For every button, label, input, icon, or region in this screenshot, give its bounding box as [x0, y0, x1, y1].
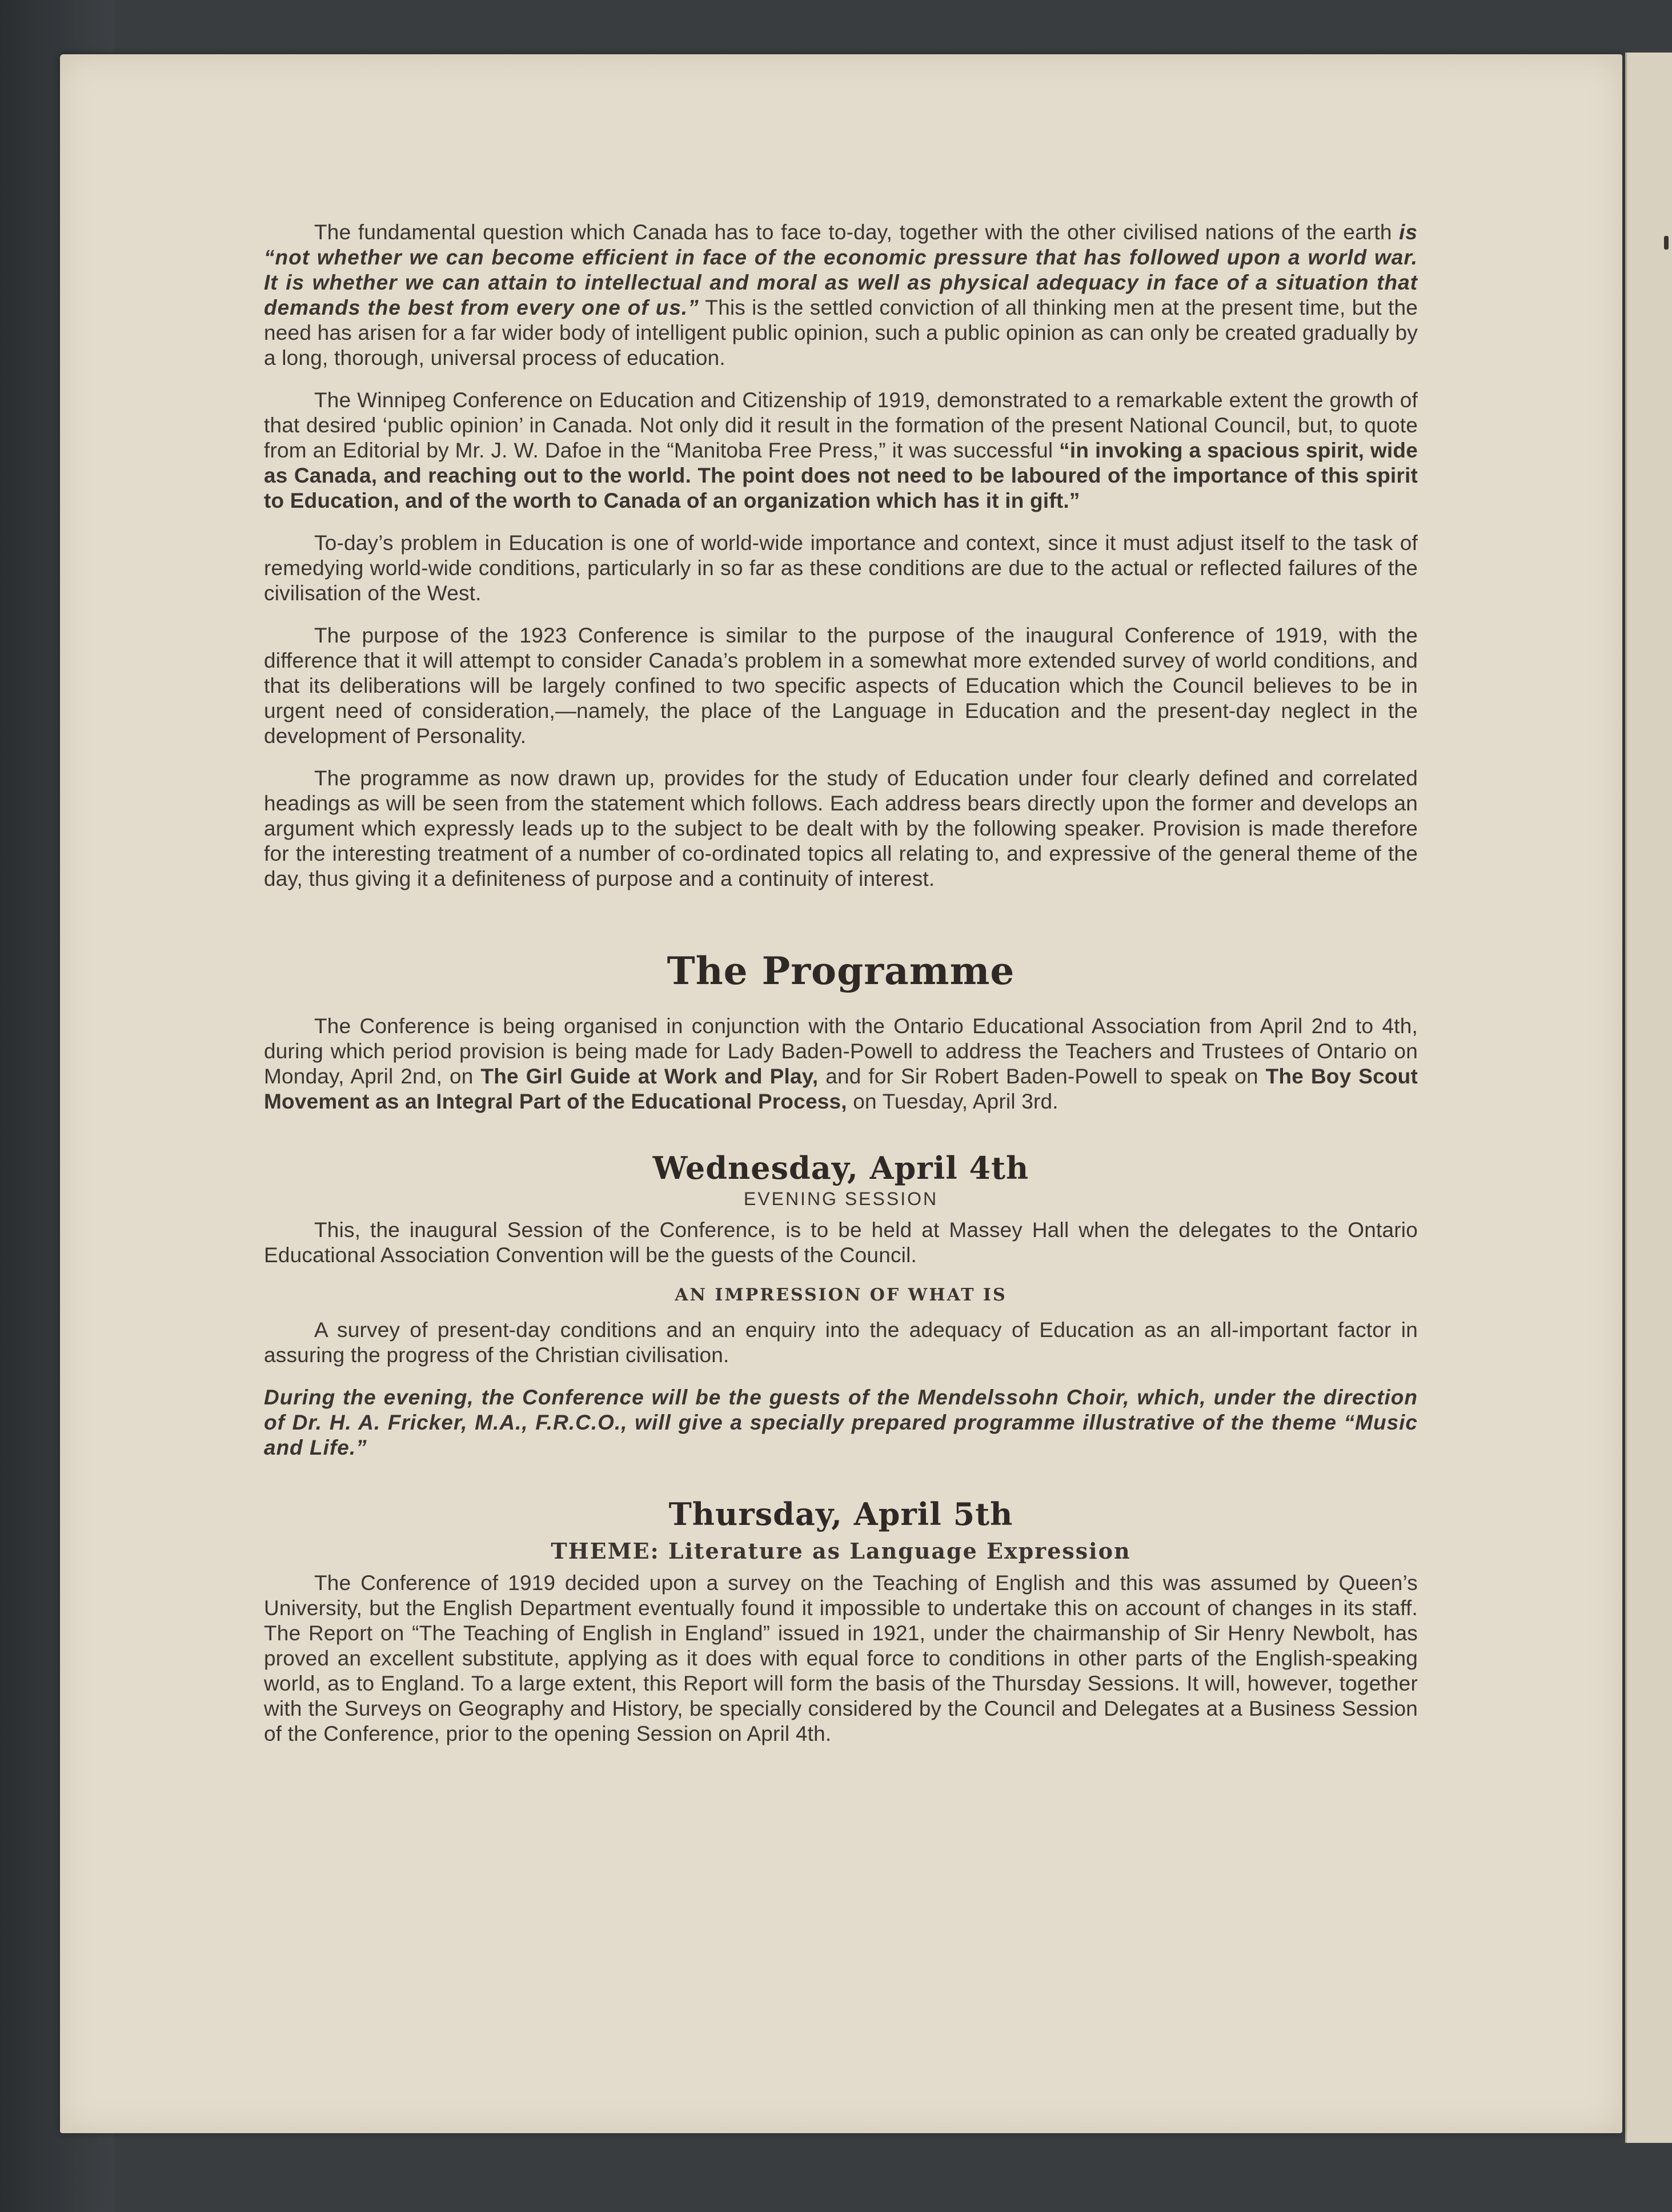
page-mark — [1664, 236, 1669, 250]
programme-boy-scout-title: The Boy Scout Movement as an Integral Part of the Educational Process, — [264, 1065, 1418, 1113]
programme-heading: The Programme — [667, 949, 1015, 993]
wednesday-session-label: EVENING SESSION — [743, 1189, 939, 1209]
thursday-paragraph: The Conference of 1919 decided upon a survey on the Teaching of English and this was assumed by Queen’s University, but the English Department eventually found it impossible to undertake this on account of changes in its staff. The Report on “The Teaching of English in England” issued in 1921, under the chairmanship of Sir Henry Newbolt, has proved an excellent substitute, applying as it does with equal force to conditions in other parts of the English-speaking world, as to England. To a large extent, this Report will form the basis of the Thursday Sessions. It will, however, together with the Surveys on Geography and History, be specially considered by the Council and Delegates at a Business Session of the Conference, prior to the opening Session on April 4th. — [264, 1571, 1418, 1745]
wednesday-choir-note: During the evening, the Conference will be the guests of the Mendelssohn Choir, which, under the direction of Dr. H. A. Fricker, M.A., F.R.C.O., will give a specially prepared programme illustrative of the theme “Music and Life.” — [264, 1386, 1418, 1459]
intro-paragraph-3: To-day’s problem in Education is one of world-wide importance and context, since it must adjust itself to the task of remedying world-wide conditions, particularly in so far as these conditions are due to the actual or reflected failures of the civilisation of the West. — [264, 531, 1418, 605]
thursday-heading: Thursday, April 5th — [668, 1496, 1013, 1532]
intro-paragraph-5: The programme as now drawn up, provides for the study of Education under four clearly defined and correlated headings as will be seen from the statement which follows. Each address bears directly upon the former and develops an argument which expressly leads up to the subject to be dealt with by the following speaker. Provision is made therefore for the interesting treatment of a number of co-ordinated topics all relating to, and expressive of the general theme of the day, thus giving it a definiteness of purpose and a continuity of interest. — [264, 766, 1418, 890]
programme-text-a: The Conference is being organised in conjunction with the Ontario Educational Association from April 2nd to 4th, during which period provision is being made for Lady Baden-Powell to address the Teachers and Trustees of Ontario on Monday, April 2nd, on — [264, 1014, 1418, 1088]
intro-p1-quote: is “not whether we can become efficient in face of the economic pressure that has followed upon a world war. It is whether we can attain to intellectual and moral as well as physical adequacy in face of a situation that demands the best from every one of us.” — [264, 220, 1418, 319]
intro-p2-text-a: The Winnipeg Conference on Education and Citizenship of 1919, demonstrated to a remarkable extent the growth of that desired ‘public opinion’ in Canada. Not only did it result in the formation of the present National Council, but, to quote from an Editorial by Mr. J. W. Dafoe in the “Manitoba Free Press,” it was successful — [264, 388, 1418, 462]
page-content — [264, 220, 1418, 1764]
intro-p1-text-a: The fundamental question which Canada has to face to-day, together with the other civilised nations of the earth — [314, 220, 1400, 244]
adjacent-page-edge — [1625, 53, 1672, 2143]
thursday-theme: THEME: Literature as Language Expression — [551, 1538, 1131, 1564]
programme-paragraph — [264, 1014, 1418, 1114]
wednesday-paragraph-1: This, the inaugural Session of the Conference, is to be held at Massey Hall when the delegates to the Ontario Educational Association Convention will be the guests of the Council. — [264, 1218, 1418, 1267]
programme-girl-guide-title: The Girl Guide at Work and Play, — [480, 1065, 819, 1088]
wednesday-heading: Wednesday, April 4th — [652, 1150, 1029, 1186]
intro-p2-quote: “in invoking a spacious spirit, wide as Canada, and reaching out to the world. The point does not need to be laboured of the importance of this spirit to Education, and of the worth to Canada of an organization which has it in gift.” — [264, 439, 1418, 512]
programme-text-c: and for Sir Robert Baden-Powell to speak on — [818, 1065, 1266, 1088]
intro-paragraph-2 — [264, 388, 1418, 513]
intro-paragraph-1 — [264, 220, 1418, 371]
intro-paragraph-4: The purpose of the 1923 Conference is similar to the purpose of the inaugural Conference of 1919, with the difference that it will attempt to consider Canada’s problem in a somewhat more extended survey of world conditions, and that its deliberations will be largely confined to two specific aspects of Education which the Council believes to be in urgent need of consideration,—namely, the place of the Language in Education and the present-day neglect in the development of Personality. — [264, 624, 1418, 748]
programme-text-e: on Tuesday, April 3rd. — [847, 1090, 1058, 1113]
intro-p1-text-c: This is the settled conviction of all thinking men at the present time, but the need has arisen for a far wider body of intelligent public opinion, such a public opinion as can only be created gradually by a long, thorough, universal process of education. — [264, 296, 1418, 370]
wednesday-subheading: AN IMPRESSION OF WHAT IS — [675, 1285, 1007, 1305]
wednesday-paragraph-2: A survey of present-day conditions and an enquiry into the adequacy of Education as an all-important factor in assuring the progress of the Christian civilisation. — [264, 1318, 1418, 1367]
